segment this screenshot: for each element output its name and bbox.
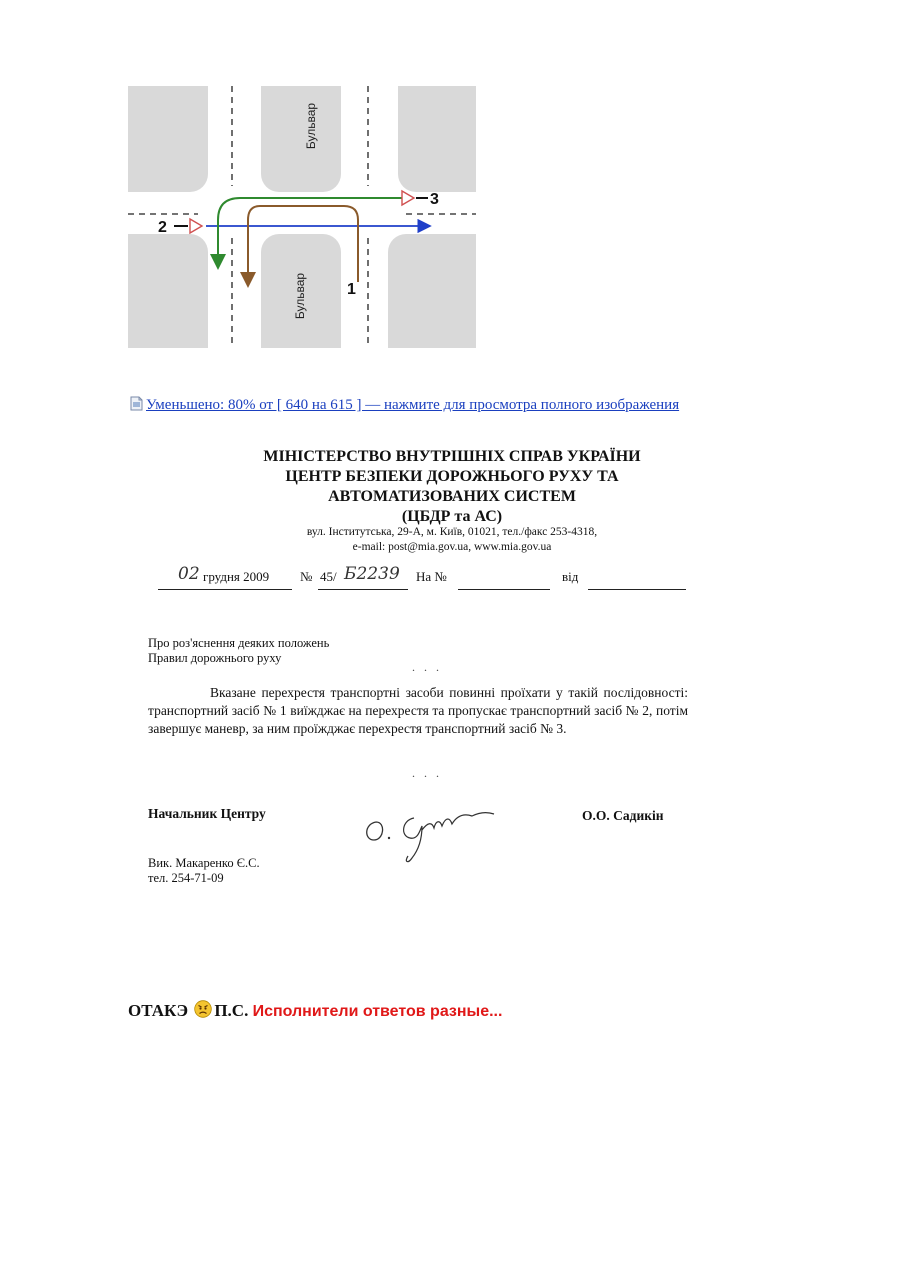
- reg-vid-label: від: [562, 569, 579, 584]
- ellipsis-top: . . .: [412, 660, 442, 674]
- ps-text: Исполнители ответов разные...: [252, 1003, 503, 1020]
- letter-header-line-2: ЦЕНТР БЕЗПЕКИ ДОРОЖНЬОГО РУХУ ТА: [285, 468, 619, 485]
- ellipsis-bottom: . . .: [412, 766, 442, 780]
- subject-line-1: Про роз'яснення деяких положень: [148, 636, 330, 650]
- signer-name: О.О. Садикін: [582, 808, 664, 823]
- address-line-1: вул. Інститутська, 29-А, м. Київ, 01021, тел./факс 253-4318,: [306, 526, 598, 538]
- reg-day: 02: [178, 564, 200, 584]
- ps-prefix: ОТАКЭ: [128, 1001, 189, 1020]
- executor-name: Вик. Макаренко Є.С.: [148, 856, 260, 870]
- letter-header-line-3: АВТОМАТИЗОВАНИХ СИСТЕМ: [328, 488, 576, 505]
- vehicle-3-label: 3: [430, 191, 439, 208]
- block-top-left: [128, 86, 208, 192]
- view-full-image-link[interactable]: Уменьшено: 80% от [ 640 на 615 ] — нажмите для просмотра полного изображения: [146, 397, 680, 413]
- image-file-icon: [130, 396, 143, 411]
- reduced-image-bar[interactable]: [130, 396, 679, 414]
- block-top-right: [398, 86, 476, 192]
- handwritten-signature: [362, 800, 512, 870]
- street-label-bottom: Бульвар: [293, 272, 307, 320]
- block-bottom-left: [128, 234, 208, 348]
- block-top-middle: [261, 86, 341, 192]
- block-bottom-right: [388, 234, 476, 348]
- subject-line-2: Правил дорожнього руху: [148, 651, 282, 665]
- letter-header-line-1: МІНІСТЕРСТВО ВНУТРІШНІХ СПРАВ УКРАЇНИ: [263, 448, 641, 465]
- reg-no-hand: Б2239: [344, 564, 400, 584]
- reg-na-label: На №: [416, 569, 447, 584]
- address-line-2: e-mail: post@mia.gov.ua, www.mia.gov.ua: [352, 541, 552, 553]
- ps-label: П.С.: [214, 1001, 249, 1020]
- intersection-diagram: [128, 86, 476, 348]
- angry-smiley-icon: [194, 1000, 212, 1018]
- vehicle-2-label: 2: [158, 219, 167, 236]
- signer-title: Начальник Центру: [148, 806, 266, 821]
- executor-phone: тел. 254-71-09: [148, 871, 224, 885]
- letter-subject: [148, 636, 329, 666]
- registration-line: [158, 566, 688, 590]
- reg-month-year: грудня 2009: [203, 569, 270, 584]
- reg-no-label: №: [300, 569, 313, 584]
- letter-body-text: Вказане перехрестя транспортні засоби повинні проїхати у такій послідовності: транспортний засіб № 1 виїжджає на перехрестя та пропускає транспортний засіб № 2, потім завершує маневр, за ним проїжджає перехрестя транспортний засіб № 3.: [148, 685, 688, 736]
- letter-body: [148, 684, 688, 738]
- letter-header-line-4: (ЦБДР та АС): [401, 508, 503, 525]
- executor-info: [148, 856, 260, 886]
- ps-line: [128, 1000, 502, 1021]
- reg-no-prefix: 45/: [320, 569, 337, 584]
- vehicle-1-label: 1: [347, 281, 356, 298]
- street-label-top: Бульвар: [304, 102, 318, 150]
